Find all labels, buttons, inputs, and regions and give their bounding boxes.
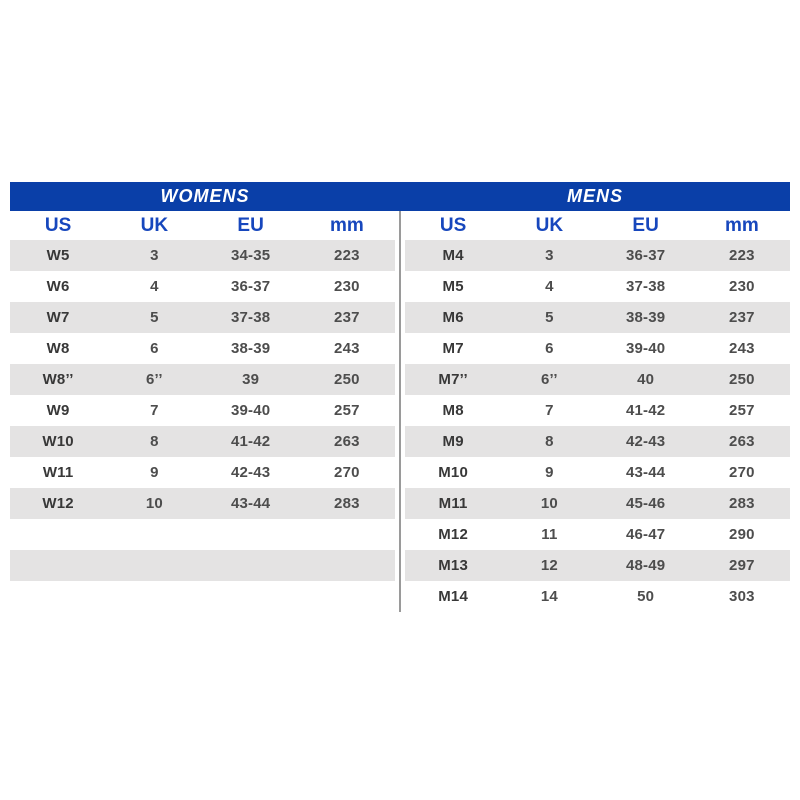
table-cell: 5 bbox=[545, 309, 554, 326]
table-row bbox=[405, 271, 790, 302]
table-cell: 41-42 bbox=[625, 402, 666, 419]
table-rows bbox=[405, 240, 790, 612]
table-cell: M7’’ bbox=[438, 371, 468, 388]
table-cell: 7 bbox=[545, 402, 554, 419]
table-cell: 42-43 bbox=[230, 464, 271, 481]
table-cell: 250 bbox=[729, 371, 755, 388]
table-cell: 10 bbox=[145, 495, 163, 512]
table-cell: M9 bbox=[442, 433, 464, 450]
table-cell: W7 bbox=[46, 309, 70, 326]
table-cell: 243 bbox=[729, 340, 755, 357]
column-header: mm bbox=[329, 214, 364, 236]
table-cell: 297 bbox=[729, 557, 755, 574]
table-cell: 257 bbox=[729, 402, 755, 419]
table-cell: 11 bbox=[541, 526, 558, 543]
table-cell: 223 bbox=[729, 247, 755, 264]
table-cell: 39-40 bbox=[625, 340, 666, 357]
column-header: EU bbox=[237, 214, 264, 236]
table-cell: 7 bbox=[150, 402, 159, 419]
table-cell: M10 bbox=[438, 464, 469, 481]
table-cell: 43-44 bbox=[625, 464, 666, 481]
table-cell: 14 bbox=[540, 588, 558, 605]
mens-table bbox=[401, 211, 790, 612]
table-cell: 283 bbox=[334, 495, 360, 512]
table-cell: 223 bbox=[334, 247, 360, 264]
chart-body bbox=[10, 211, 790, 612]
table-cell: 41-42 bbox=[230, 433, 271, 450]
table-cell: 39-40 bbox=[230, 402, 271, 419]
table-cell: 8 bbox=[150, 433, 159, 450]
table-cell: W9 bbox=[46, 402, 70, 419]
table-cell: 38-39 bbox=[230, 340, 271, 357]
table-cell: 3 bbox=[545, 247, 554, 264]
column-header-row bbox=[405, 211, 790, 240]
table-cell: 4 bbox=[545, 278, 554, 295]
table-cell: 263 bbox=[334, 433, 360, 450]
table-row bbox=[405, 333, 790, 364]
table-row bbox=[10, 395, 395, 426]
table-rows bbox=[10, 240, 395, 612]
table-row bbox=[10, 519, 395, 550]
table-cell: M13 bbox=[438, 557, 469, 574]
table-cell: 12 bbox=[540, 557, 558, 574]
table-cell: 50 bbox=[637, 588, 655, 605]
table-cell: 283 bbox=[729, 495, 755, 512]
table-row bbox=[10, 581, 395, 612]
table-row bbox=[405, 240, 790, 271]
table-cell: 270 bbox=[729, 464, 755, 481]
table-row bbox=[405, 550, 790, 581]
table-row bbox=[405, 581, 790, 612]
table-cell: 257 bbox=[334, 402, 360, 419]
table-cell: 4 bbox=[150, 278, 159, 295]
table-cell: M8 bbox=[442, 402, 464, 419]
table-cell: 40 bbox=[637, 371, 655, 388]
table-cell: 37-38 bbox=[230, 309, 271, 326]
table-cell: M5 bbox=[442, 278, 464, 295]
column-header: mm bbox=[724, 214, 759, 236]
table-cell: 230 bbox=[729, 278, 755, 295]
column-header: US bbox=[439, 214, 467, 236]
table-row bbox=[405, 488, 790, 519]
table-cell: 45-46 bbox=[625, 495, 666, 512]
table-cell: 5 bbox=[150, 309, 159, 326]
table-cell: M7 bbox=[442, 340, 464, 357]
chart-titlebar bbox=[10, 182, 790, 211]
table-row bbox=[10, 302, 395, 333]
size-conversion-chart bbox=[10, 182, 790, 612]
table-cell: W6 bbox=[46, 278, 70, 295]
table-cell: M6 bbox=[442, 309, 464, 326]
column-header: UK bbox=[140, 214, 169, 236]
column-header: EU bbox=[632, 214, 659, 236]
table-cell: 9 bbox=[545, 464, 554, 481]
table-cell: 46-47 bbox=[625, 526, 666, 543]
table-cell: 39 bbox=[242, 371, 260, 388]
table-row bbox=[405, 302, 790, 333]
column-header: US bbox=[44, 214, 72, 236]
table-cell: 6 bbox=[150, 340, 159, 357]
mens-section-title: MENS bbox=[566, 186, 623, 206]
table-row bbox=[405, 457, 790, 488]
table-cell: 34-35 bbox=[230, 247, 271, 264]
table-cell: W10 bbox=[42, 433, 74, 450]
table-cell: W8’’ bbox=[42, 371, 74, 388]
table-cell: 6 bbox=[545, 340, 554, 357]
table-row bbox=[10, 550, 395, 581]
table-cell: 10 bbox=[540, 495, 558, 512]
table-row bbox=[10, 364, 395, 395]
table-cell: 48-49 bbox=[625, 557, 666, 574]
womens-table bbox=[10, 211, 399, 612]
table-row bbox=[405, 364, 790, 395]
table-cell: 43-44 bbox=[230, 495, 271, 512]
table-cell: 37-38 bbox=[625, 278, 666, 295]
table-cell: 36-37 bbox=[625, 247, 666, 264]
table-row bbox=[10, 488, 395, 519]
table-cell: 270 bbox=[334, 464, 360, 481]
table-cell: 6’’ bbox=[146, 371, 163, 388]
table-cell: 6’’ bbox=[541, 371, 558, 388]
table-cell: W12 bbox=[42, 495, 74, 512]
table-cell: W11 bbox=[42, 464, 74, 481]
table-cell: 290 bbox=[729, 526, 755, 543]
table-cell: M14 bbox=[438, 588, 469, 605]
table-cell: 42-43 bbox=[625, 433, 666, 450]
table-row bbox=[10, 271, 395, 302]
table-cell: 263 bbox=[729, 433, 755, 450]
table-row bbox=[405, 519, 790, 550]
table-cell: 3 bbox=[150, 247, 159, 264]
table-cell: 9 bbox=[150, 464, 159, 481]
table-cell: 36-37 bbox=[230, 278, 271, 295]
table-cell: 237 bbox=[729, 309, 755, 326]
table-row bbox=[10, 333, 395, 364]
table-cell: M4 bbox=[442, 247, 464, 264]
table-cell: 243 bbox=[334, 340, 360, 357]
column-header: UK bbox=[535, 214, 564, 236]
table-row bbox=[405, 426, 790, 457]
table-cell: M12 bbox=[438, 526, 469, 543]
table-cell: 230 bbox=[334, 278, 360, 295]
table-row bbox=[10, 457, 395, 488]
womens-section-title: WOMENS bbox=[160, 186, 250, 206]
table-cell: 38-39 bbox=[625, 309, 666, 326]
table-cell: 237 bbox=[334, 309, 360, 326]
table-cell: 303 bbox=[729, 588, 755, 605]
table-cell: W5 bbox=[46, 247, 70, 264]
table-row bbox=[405, 395, 790, 426]
column-header-row bbox=[10, 211, 395, 240]
table-cell: M11 bbox=[438, 495, 468, 512]
table-cell: W8 bbox=[46, 340, 70, 357]
table-cell: 250 bbox=[334, 371, 360, 388]
table-cell: 8 bbox=[545, 433, 554, 450]
table-row bbox=[10, 240, 395, 271]
table-row bbox=[10, 426, 395, 457]
